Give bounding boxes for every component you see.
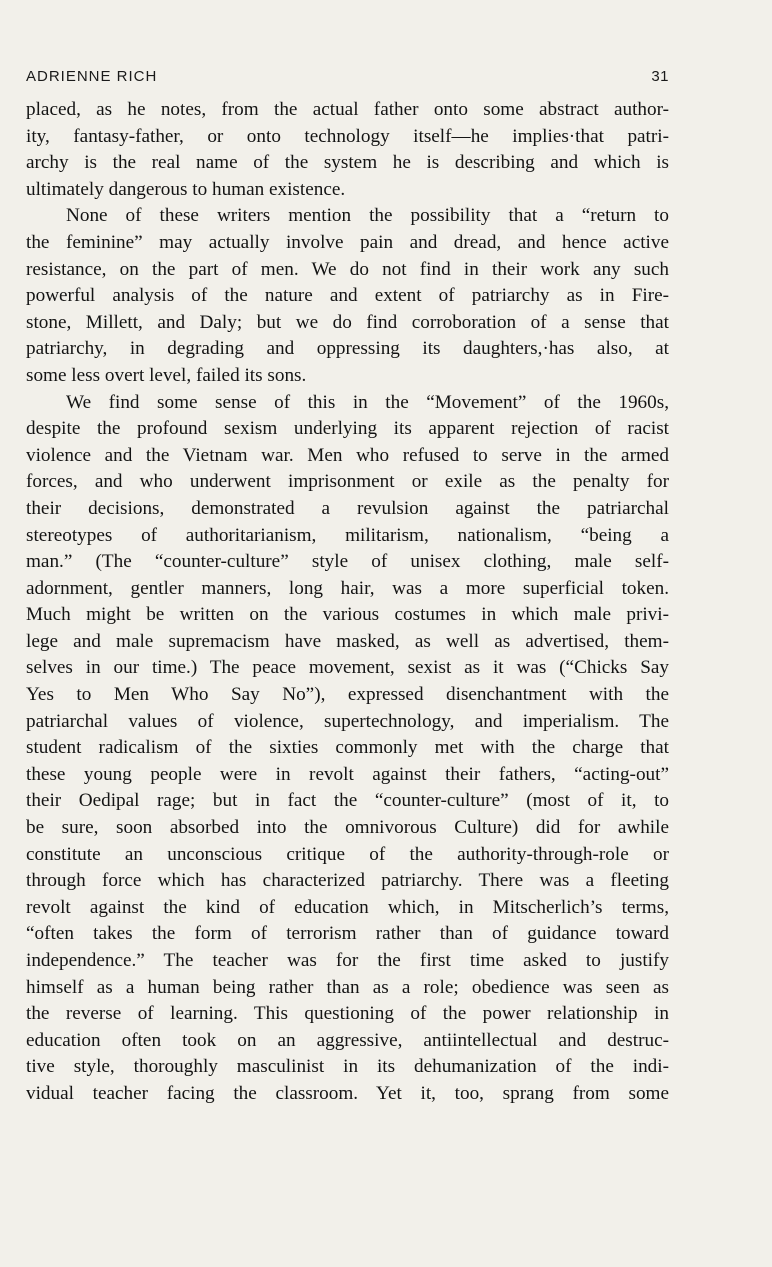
text-line: these young people were in revolt against their fathers, “acting-out” — [26, 763, 669, 785]
text-line: violence and the Vietnam war. Men who refused to serve in the armed — [26, 444, 669, 466]
text-line: the feminine” may actually involve pain and dread, and hence active — [26, 231, 669, 253]
text-line: We find some sense of this in the “Movement” of the 1960s, — [66, 391, 669, 413]
text-line: vidual teacher facing the classroom. Yet it, too, sprang from some — [26, 1082, 669, 1104]
text-line: some less overt level, failed its sons. — [26, 364, 307, 386]
text-line: education often took on an aggressive, antiintellectual and destruc- — [26, 1029, 669, 1051]
text-line: be sure, soon absorbed into the omnivorous Culture) did for awhile — [26, 817, 669, 839]
text-line: adornment, gentler manners, long hair, was a more superficial token. — [26, 577, 669, 599]
text-line: archy is the real name of the system he is describing and which is — [26, 152, 669, 174]
text-line: resistance, on the part of men. We do not find in their work any such — [26, 258, 669, 280]
page-number: 31 — [651, 67, 669, 85]
text-line: selves in our time.) The peace movement, sexist as it was (“Chicks Say — [26, 657, 669, 679]
text-line: stone, Millett, and Daly; but we do find corroboration of a sense that — [26, 311, 669, 333]
text-line: lege and male supremacism have masked, as well as advertised, them- — [26, 630, 669, 652]
body-text — [26, 97, 669, 1108]
text-line: patriarchal values of violence, supertechnology, and imperialism. The — [26, 710, 669, 732]
text-line: their Oedipal rage; but in fact the “counter-culture” (most of it, to — [26, 790, 669, 812]
text-line: independence.” The teacher was for the first time asked to justify — [26, 950, 669, 971]
text-line: placed, as he notes, from the actual father onto some abstract author- — [26, 99, 669, 120]
text-line: man.” (The “counter-culture” style of unisex clothing, male self- — [26, 551, 669, 573]
text-line: student radicalism of the sixties commonly met with the charge that — [26, 737, 669, 759]
text-line: stereotypes of authoritarianism, militarism, nationalism, “being a — [26, 524, 669, 546]
text-line: tive style, thoroughly masculinist in its dehumanization of the indi- — [26, 1056, 669, 1078]
running-header — [26, 66, 669, 86]
text-line: through force which has characterized patriarchy. There was a fleeting — [26, 870, 669, 892]
text-line: forces, and who underwent imprisonment or exile as the penalty for — [26, 471, 669, 493]
text-line: ity, fantasy-father, or onto technology itself—he implies·that patri- — [26, 125, 669, 147]
text-line: revolt against the kind of education which, in Mitscherlich’s terms, — [26, 896, 669, 918]
text-line: None of these writers mention the possibility that a “return to — [66, 205, 669, 227]
text-line: Yes to Men Who Say No”), expressed disenchantment with the — [26, 684, 669, 706]
text-line: the reverse of learning. This questioning of the power relationship in — [26, 1003, 669, 1025]
text-line: ultimately dangerous to human existence. — [26, 178, 346, 200]
text-line: their decisions, demonstrated a revulsion against the patriarchal — [26, 497, 669, 519]
running-head-author: ADRIENNE RICH — [26, 67, 158, 85]
text-line: Much might be written on the various costumes in which male privi- — [26, 604, 669, 626]
text-line: patriarchy, in degrading and oppressing its daughters,·has also, at — [26, 338, 669, 360]
text-line: himself as a human being rather than as a role; obedience was seen as — [26, 976, 669, 998]
text-line: constitute an unconscious critique of the authority-through-role or — [26, 843, 669, 865]
text-line: despite the profound sexism underlying its apparent rejection of racist — [26, 418, 669, 440]
text-line: “often takes the form of terrorism rather than of guidance toward — [26, 923, 669, 945]
text-line: powerful analysis of the nature and extent of patriarchy as in Fire- — [26, 285, 669, 307]
